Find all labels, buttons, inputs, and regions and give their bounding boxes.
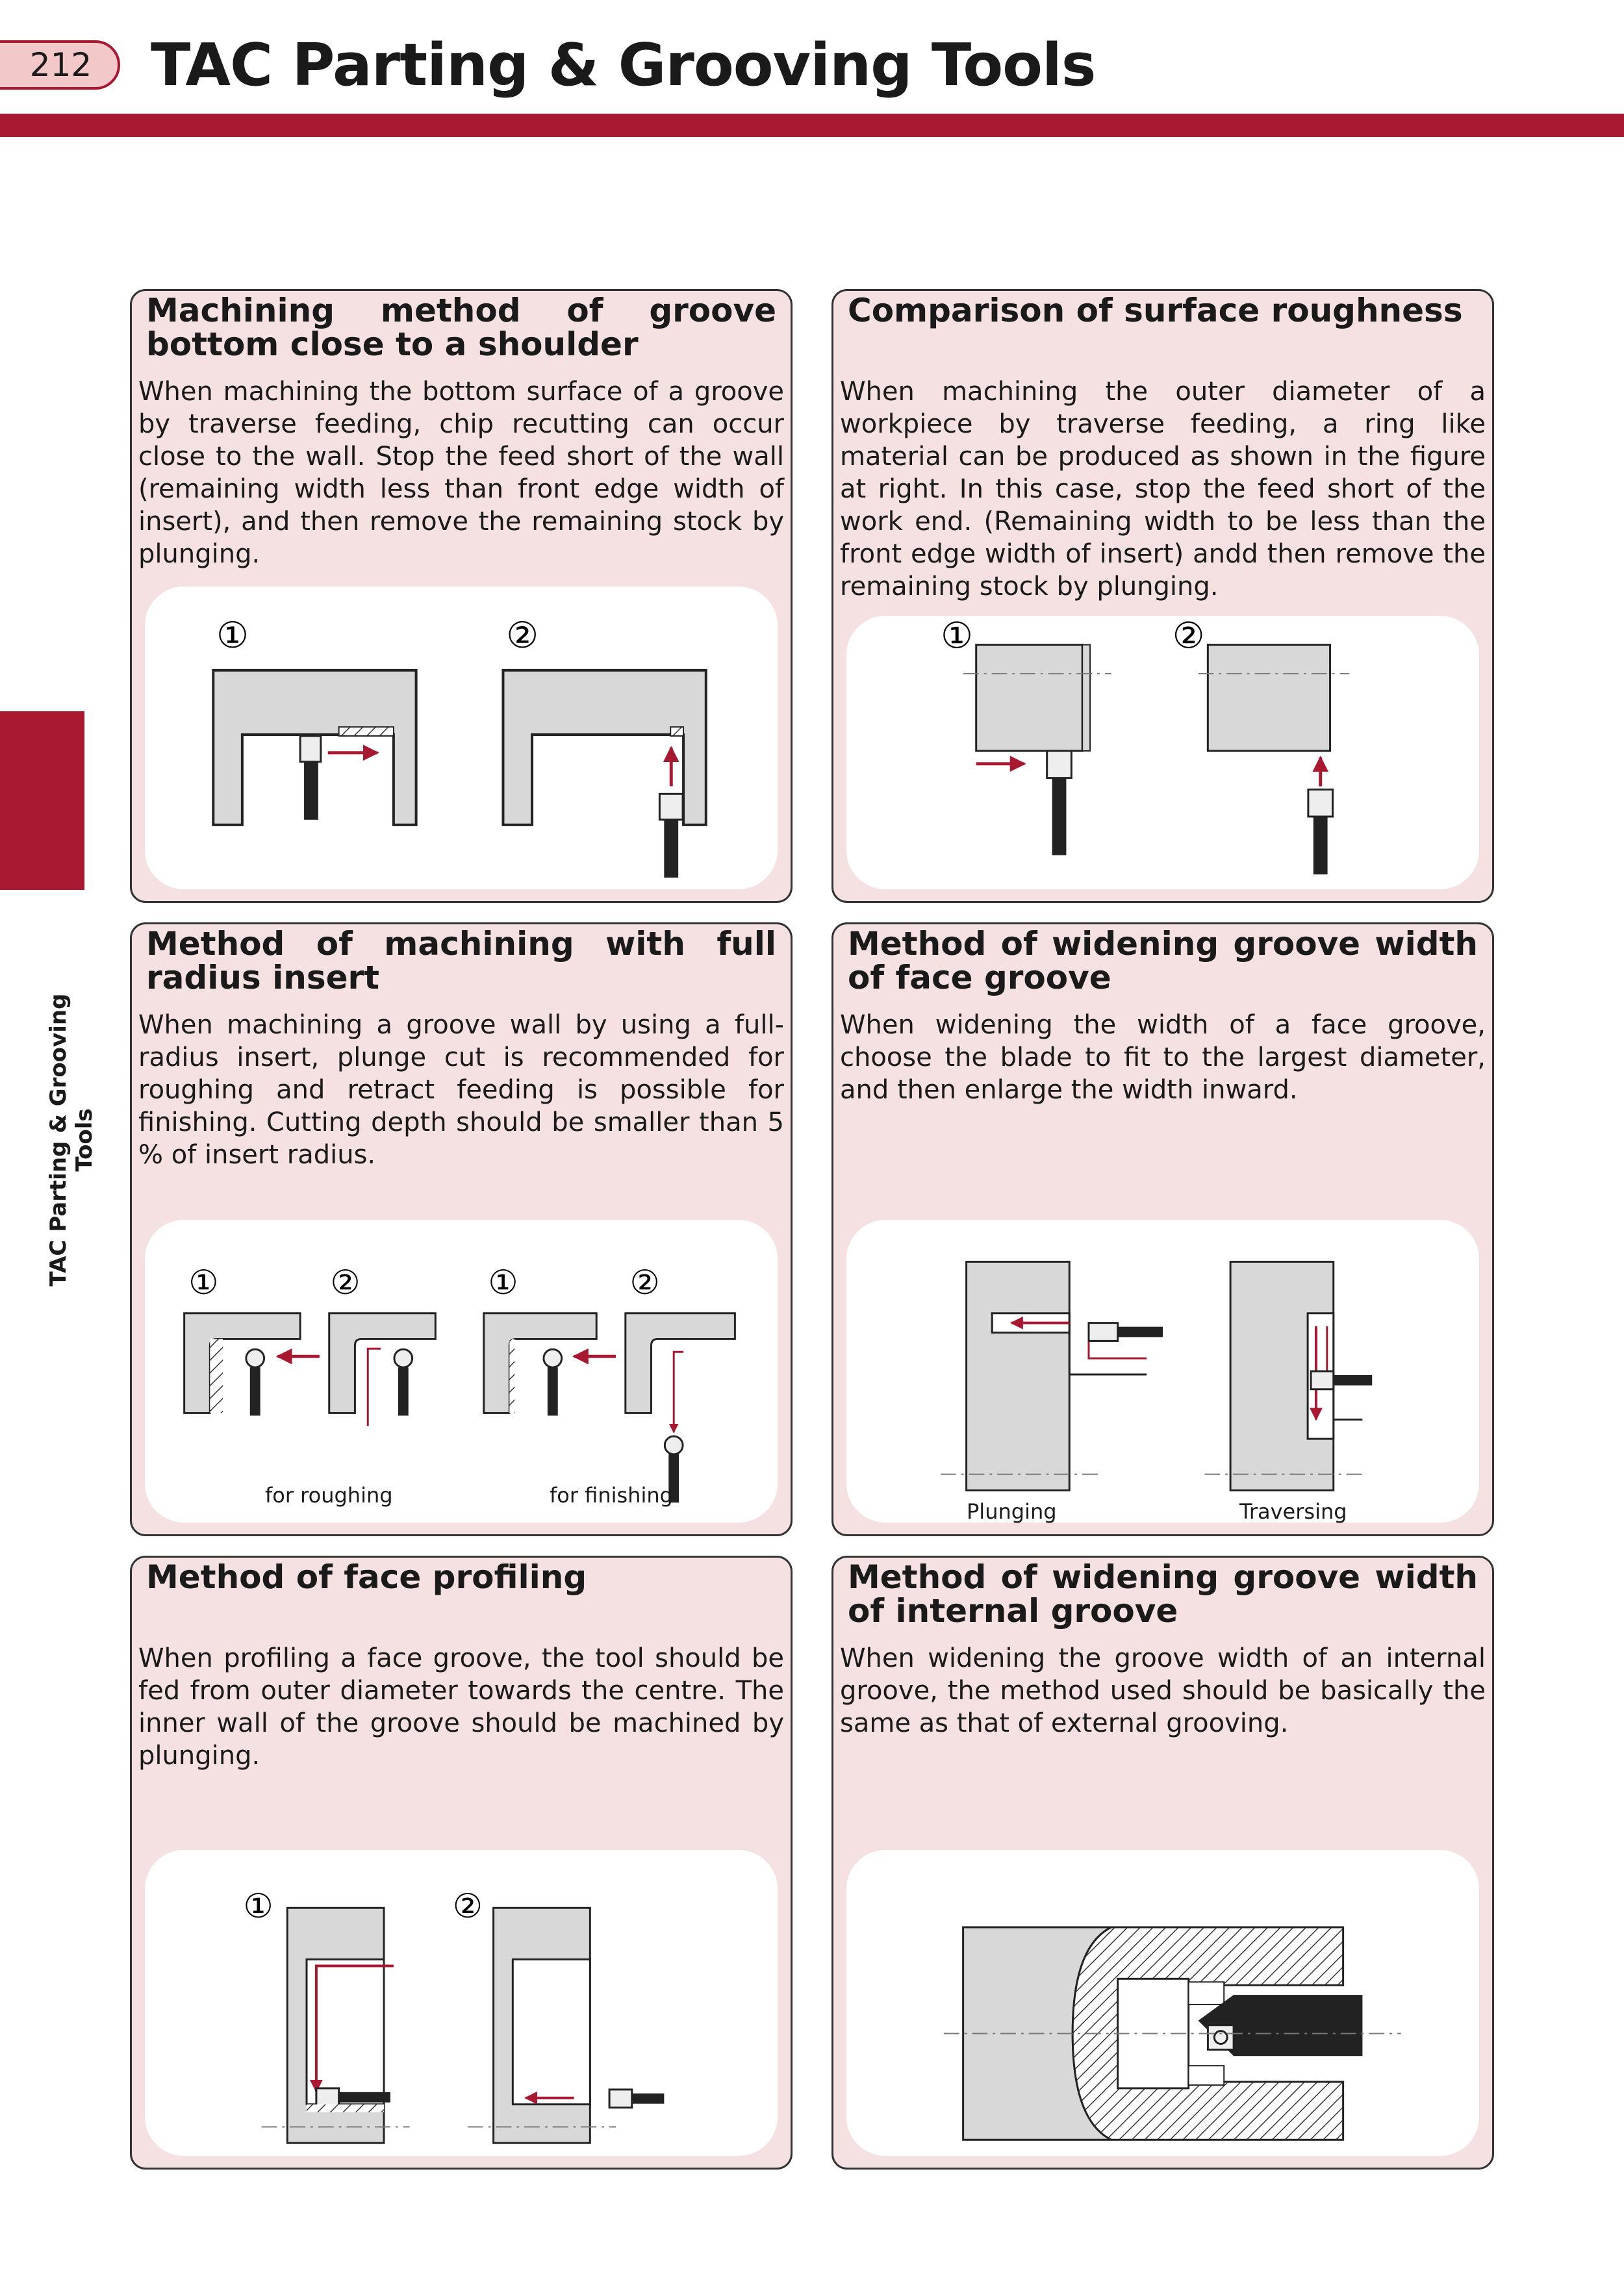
caption-plunging: Plunging xyxy=(967,1499,1057,1524)
caption-finishing: for finishing xyxy=(550,1483,673,1508)
roughing-step-1 xyxy=(184,1313,320,1416)
card-body: When machining the outer diameter of a workpiece by traverse feeding, a ring like material can be produced as shown in the figure at right. In this case, stop the feed short of the work end. (Remaining width to be less than the front edge width of insert) andd then remove the remaining stock by plunging. xyxy=(840,377,1486,601)
finishing-step-1 xyxy=(484,1313,616,1416)
figure-face-groove-width xyxy=(846,1220,1479,1523)
figure-surface-roughness xyxy=(846,616,1479,889)
face-profiling-diagram xyxy=(145,1850,778,2156)
step-mark: ② xyxy=(330,1263,361,1303)
card-body: When machining the bottom surface of a groove by traverse feeding, chip recutting can occur close to the wall. Stop the feed short of the wall (remaining width less than front edge width of insert), and then remove the remaining stock by plunging. xyxy=(138,377,784,569)
card-body: When widening the groove width of an internal groove, the method used should be basically the same as that of external grooving. xyxy=(840,1643,1486,1738)
card-body: When machining a groove wall by using a full-radius insert, plunge cut is recommended for roughing and retract feeding is possible for finishing. Cutting depth should be smaller than 5 % of insert radius. xyxy=(138,1010,784,1170)
card-body: When widening the width of a face groove, choose the blade to fit to the largest diameter, and then enlarge the width inward. xyxy=(840,1010,1486,1105)
caption-traversing: Traversing xyxy=(1239,1499,1347,1524)
figure-face-profiling xyxy=(145,1850,778,2156)
surface-roughness-diagram xyxy=(846,616,1479,889)
internal-groove-diagram xyxy=(846,1850,1479,2156)
step-mark: ① xyxy=(243,1887,273,1927)
card-full-radius xyxy=(130,922,793,1536)
card-internal-groove-width xyxy=(831,1556,1494,2170)
finishing-step-2 xyxy=(626,1313,735,1502)
side-label: TAC Parting & Grooving Tools xyxy=(45,993,97,1287)
face-groove-width-diagram xyxy=(846,1220,1479,1523)
header-bar xyxy=(0,114,1624,137)
step-mark: ② xyxy=(506,614,539,657)
step-mark: ② xyxy=(1172,616,1205,657)
step-mark: ② xyxy=(452,1887,483,1927)
groove-bottom-diagram xyxy=(145,587,778,889)
figure-full-radius xyxy=(145,1220,778,1523)
card-title: Method of machining with full radius insert xyxy=(146,925,776,996)
page-number: 212 xyxy=(0,40,120,90)
card-title: Method of face profiling xyxy=(146,1558,587,1596)
caption-roughing: for roughing xyxy=(265,1483,393,1508)
page-title: TAC Parting & Grooving Tools xyxy=(151,31,1096,99)
full-radius-diagram xyxy=(145,1220,778,1523)
card-title: Method of widening groove width of face groove xyxy=(848,925,1478,996)
figure-groove-bottom xyxy=(145,587,778,889)
step-mark: ① xyxy=(216,614,249,657)
profiling-step-2 xyxy=(468,1908,664,2143)
card-surface-roughness xyxy=(831,289,1494,903)
figure-internal-groove-width xyxy=(846,1850,1479,2156)
step-mark: ① xyxy=(941,616,973,657)
card-title: Method of widening groove width of internal groove xyxy=(848,1558,1478,1630)
plunging-view xyxy=(941,1261,1163,1490)
step-mark: ① xyxy=(188,1263,219,1303)
step-mark: ② xyxy=(629,1263,660,1303)
card-title: Machining method of groove bottom close to a shoulder xyxy=(146,292,776,363)
profiling-step-1 xyxy=(262,1908,410,2143)
roughing-step-2 xyxy=(329,1313,436,1426)
card-face-profiling xyxy=(130,1556,793,2170)
card-body: When profiling a face groove, the tool should be fed from outer diameter towards the centre. The inner wall of the groove should be machined by plunging. xyxy=(138,1643,784,1771)
side-tab xyxy=(0,711,84,890)
traversing-view xyxy=(1204,1261,1372,1490)
card-groove-bottom xyxy=(130,289,793,903)
step-mark: ① xyxy=(488,1263,518,1303)
card-title: Comparison of surface roughness xyxy=(848,292,1463,329)
card-face-groove-width xyxy=(831,922,1494,1536)
